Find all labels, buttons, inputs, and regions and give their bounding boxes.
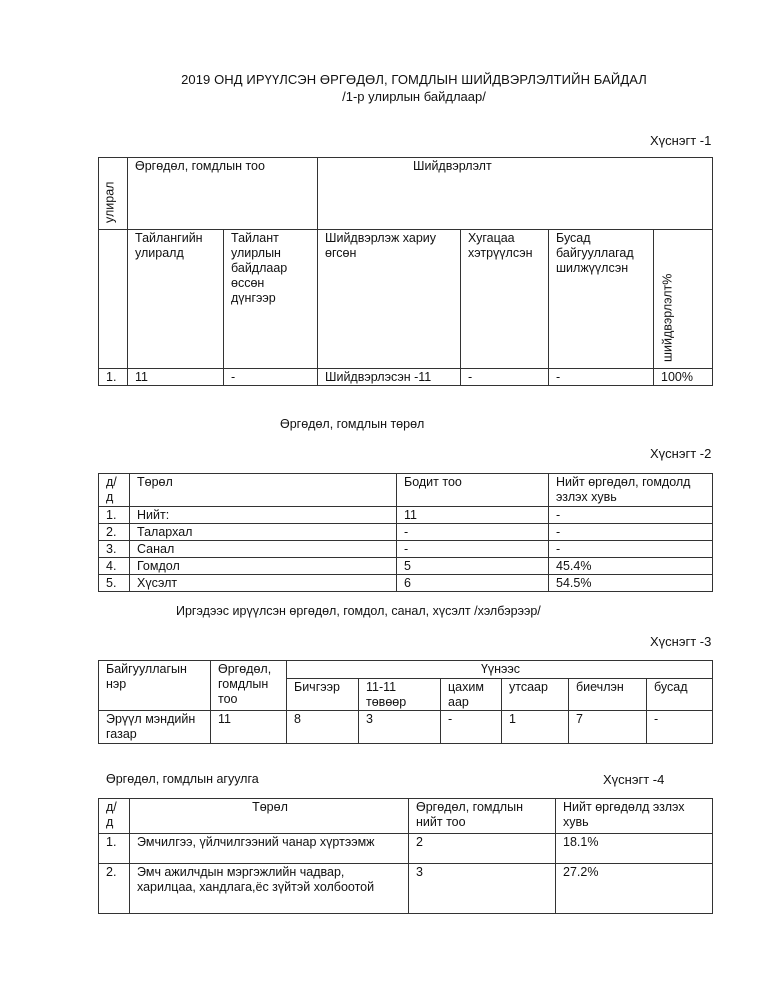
sub-overdue: Хугацаа хэтрүүлсэн <box>461 230 549 369</box>
table4-label: Хүснэгт -4 <box>603 772 665 787</box>
sub-answered: Шийдвэрлэж хариу өгсөн <box>318 230 461 369</box>
table-row-cell: 5 <box>397 558 549 575</box>
sub-header: бусад <box>647 679 713 711</box>
sub-header: цахим аар <box>441 679 502 711</box>
table-row-cell: 18.1% <box>556 834 713 864</box>
table-row-cell: - <box>549 541 713 558</box>
table-row-cell: - <box>397 541 549 558</box>
table3-cell: 11 <box>211 711 287 744</box>
table3-cell: 1 <box>502 711 569 744</box>
table1-cell: - <box>224 369 318 386</box>
table4-header: Төрөл <box>130 799 409 834</box>
table4-caption: Өргөдөл, гомдлын агуулга <box>106 772 259 786</box>
table-row-cell: 6 <box>397 575 549 592</box>
page-title: 2019 ОНД ИРҮҮЛСЭН ӨРГӨДӨЛ, ГОМДЛЫН ШИЙДВЭРЛЭЛТИЙН БАЙДАЛ <box>181 72 647 87</box>
table-row-cell: 54.5% <box>549 575 713 592</box>
table4-header: д/д <box>99 799 130 834</box>
col-count-header: Өргөдөл, гомдлын тоо <box>128 158 318 230</box>
col-count-header: Өргөдөл, гомдлын тоо <box>211 661 287 711</box>
table2 <box>98 473 713 592</box>
table-row-cell: 1. <box>99 507 130 524</box>
table2-header: Төрөл <box>130 474 397 507</box>
table2-caption: Өргөдөл, гомдлын төрөл <box>280 417 425 431</box>
table2-header: д/д <box>99 474 130 507</box>
table1-label: Хүснэгт -1 <box>650 133 712 148</box>
table-row-cell: Санал <box>130 541 397 558</box>
col-source-header: Үүнээс <box>287 661 713 679</box>
table1-cell: 1. <box>99 369 128 386</box>
table-row-cell: 2. <box>99 864 130 914</box>
page-subtitle: /1-р улирлын байдлаар/ <box>342 89 486 104</box>
col-org-header: Байгууллагын нэр <box>99 661 211 711</box>
table-row-cell: 27.2% <box>556 864 713 914</box>
table2-header: Нийт өргөдөл, гомдолд эзлэх хувь <box>549 474 713 507</box>
table3-cell: - <box>441 711 502 744</box>
sub-transferred: Бусад байгууллагад шилжүүлсэн <box>549 230 654 369</box>
sub-header: 11-11 төвөөр <box>359 679 441 711</box>
table1-cell: - <box>461 369 549 386</box>
table-row-cell: 3. <box>99 541 130 558</box>
col-period-header: улирал <box>99 158 128 230</box>
table-row-cell: 2. <box>99 524 130 541</box>
table-row-cell: - <box>549 507 713 524</box>
table3-caption: Иргэдээс ирүүлсэн өргөдөл, гомдол, санал, хүсэлт /хэлбэрээр/ <box>176 604 541 618</box>
table-row-cell: Хүсэлт <box>130 575 397 592</box>
table-row-cell: 5. <box>99 575 130 592</box>
sub-header: утсаар <box>502 679 569 711</box>
table-row-cell: 2 <box>409 834 556 864</box>
sub-reporting: Тайлангийн улиралд <box>128 230 224 369</box>
table3-cell: 7 <box>569 711 647 744</box>
sub-carried: Тайлант улирлын байдлаар өссөн дүнгээр <box>224 230 318 369</box>
table-row-cell: Гомдол <box>130 558 397 575</box>
table3-cell: Эрүүл мэндийн газар <box>99 711 211 744</box>
table1-cell: Шийдвэрлэсэн -11 <box>318 369 461 386</box>
table3 <box>98 660 713 744</box>
sub-header: Бичгээр <box>287 679 359 711</box>
table-row-cell: - <box>549 524 713 541</box>
table3-cell: 8 <box>287 711 359 744</box>
table1 <box>98 157 713 386</box>
table3-label: Хүснэгт -3 <box>650 634 712 649</box>
table3-cell: 3 <box>359 711 441 744</box>
table1-cell: 11 <box>128 369 224 386</box>
table-row-cell: Нийт: <box>130 507 397 524</box>
table2-header: Бодит тоо <box>397 474 549 507</box>
empty-cell <box>99 230 128 369</box>
table3-cell: - <box>647 711 713 744</box>
table4 <box>98 798 713 914</box>
table-row-cell: Талархал <box>130 524 397 541</box>
table4-header: Нийт өргөдөлд эзлэх хувь <box>556 799 713 834</box>
table-row-cell: 4. <box>99 558 130 575</box>
table-row-cell: 11 <box>397 507 549 524</box>
table-row-cell: 45.4% <box>549 558 713 575</box>
table2-label: Хүснэгт -2 <box>650 446 712 461</box>
table-row-cell: Эмч ажилчдын мэргэжлийн чадвар, харилцаа, хандлага,ёс зүйтэй холбоотой <box>130 864 409 914</box>
sub-percent: шийдвэрлэлт% <box>654 230 713 369</box>
table-row-cell: 3 <box>409 864 556 914</box>
table-row-cell: - <box>397 524 549 541</box>
sub-header: биечлэн <box>569 679 647 711</box>
table-row-cell: Эмчилгээ, үйлчилгээний чанар хүртээмж <box>130 834 409 864</box>
table-row-cell: 1. <box>99 834 130 864</box>
col-resolution-header: Шийдвэрлэлт <box>318 158 713 230</box>
table4-header: Өргөдөл, гомдлын нийт тоо <box>409 799 556 834</box>
table1-cell: 100% <box>654 369 713 386</box>
table1-cell: - <box>549 369 654 386</box>
